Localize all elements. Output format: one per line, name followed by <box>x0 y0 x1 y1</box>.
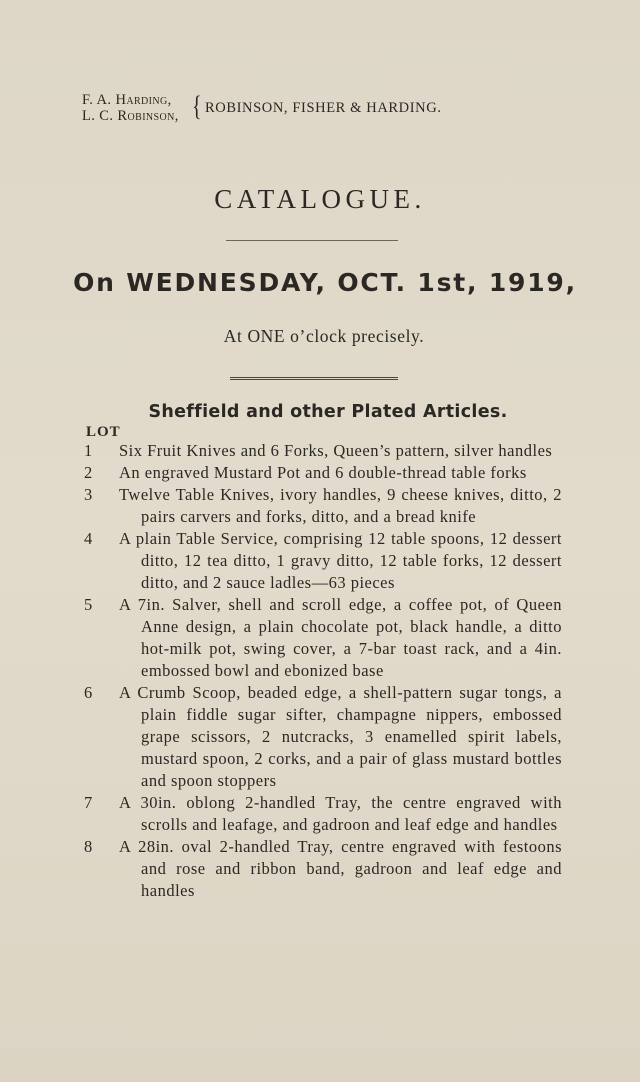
lot-entry <box>78 462 562 484</box>
lot-number: 2 <box>84 463 93 482</box>
lot-description: An engraved Mustard Pot and 6 double-thread table forks <box>119 463 527 482</box>
lot-description: A 7in. Salver, shell and scroll edge, a coffee pot, of Queen Anne design, a plain chocolate pot, black handle, a ditto hot-milk pot, swing cover, a 7-bar toast rack, and a 4in. embossed bowl and ebonized base <box>119 595 562 680</box>
lot-description: A 30in. oblong 2-handled Tray, the centre engraved with scrolls and leafage, and gadroon and leaf edge and handles <box>119 793 562 834</box>
lot-entry <box>78 682 562 792</box>
lot-number: 3 <box>84 485 93 504</box>
double-rule <box>230 377 398 380</box>
section-heading: Sheffield and other Plated Articles. <box>148 402 508 422</box>
auctioneer-header <box>82 92 602 126</box>
lot-number: 4 <box>84 529 93 548</box>
lot-number: 6 <box>84 683 93 702</box>
sale-date: On WEDNESDAY, OCT. 1st, 1919, <box>73 268 577 297</box>
firm-name: ROBINSON, FISHER & HARDING. <box>205 100 442 116</box>
lot-entry <box>78 528 562 594</box>
partner-names <box>82 92 179 124</box>
brace-glyph: { <box>192 91 202 123</box>
lot-entry <box>78 484 562 528</box>
partner-name-1: F. A. Harding, <box>82 92 172 108</box>
lot-number: 5 <box>84 595 93 614</box>
lot-entry <box>78 594 562 682</box>
sale-time: At ONE o’clock precisely. <box>223 326 425 346</box>
title-rule <box>226 240 398 241</box>
lot-description: A 28in. oval 2-handled Tray, centre engraved with festoons and rose and ribbon band, gadroon and leaf edge and handles <box>119 837 562 900</box>
lot-list <box>78 440 562 902</box>
lot-entry <box>78 440 562 462</box>
lot-number: 1 <box>84 441 93 460</box>
lot-description: A plain Table Service, comprising 12 table spoons, 12 dessert ditto, 12 tea ditto, 1 gravy ditto, 12 table forks, 12 dessert ditto, and 2 sauce ladles—63 pieces <box>119 529 562 592</box>
lot-entry <box>78 836 562 902</box>
lot-number: 8 <box>84 837 93 856</box>
lot-number: 7 <box>84 793 93 812</box>
lot-description: A Crumb Scoop, beaded edge, a shell-pattern sugar tongs, a plain fiddle sugar sifter, champagne nippers, embossed grape scissors, 2 nutcracks, 3 enamelled spirit labels, mustard spoon, 2 corks, and a pair of glass mustard bottles and spoon stoppers <box>119 683 562 790</box>
catalogue-title: CATALOGUE. <box>214 184 426 214</box>
lot-entry <box>78 792 562 836</box>
partner-name-2: L. C. Robinson, <box>82 108 179 124</box>
lot-column-label: LOT <box>86 424 121 440</box>
lot-description: Six Fruit Knives and 6 Forks, Queen’s pattern, silver handles <box>119 441 553 460</box>
lot-description: Twelve Table Knives, ivory handles, 9 cheese knives, ditto, 2 pairs carvers and forks, ditto, and a bread knife <box>119 485 562 526</box>
